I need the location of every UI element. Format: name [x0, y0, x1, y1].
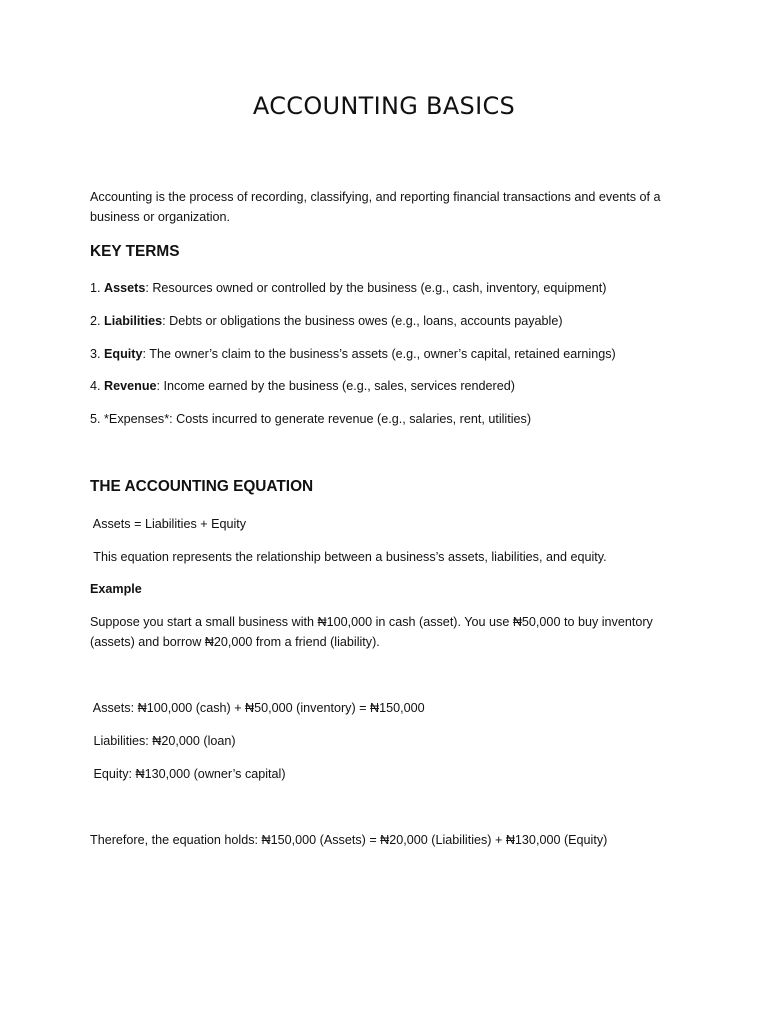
- page-title: ACCOUNTING BASICS: [252, 92, 516, 120]
- key-term-item: [90, 278, 690, 298]
- example-heading: Example: [90, 582, 142, 596]
- key-term-item: [90, 311, 690, 331]
- example-paragraph: Suppose you start a small business with ₦100,000 in cash (asset). You use ₦50,000 to buy inventory (assets) and borrow ₦20,000 from a friend (liability).: [90, 615, 653, 649]
- key-term-item: [90, 344, 690, 364]
- conclusion-paragraph: Therefore, the equation holds: ₦150,000 (Assets) = ₦20,000 (Liabilities) + ₦130,000 (Equity): [90, 833, 608, 847]
- key-terms-heading: KEY TERMS: [90, 243, 180, 260]
- term-definition: : Debts or obligations the business owes (e.g., loans, accounts payable): [162, 314, 563, 328]
- equation-description: This equation represents the relationship between a business’s assets, liabilities, and equity.: [90, 550, 607, 564]
- key-term-item: [90, 376, 690, 396]
- term-definition: : Income earned by the business (e.g., sales, services rendered): [156, 379, 515, 393]
- key-term-item: [90, 409, 690, 429]
- term-name: Revenue: [104, 379, 157, 393]
- item-number: 5.: [90, 412, 105, 426]
- item-number: 1.: [90, 281, 105, 295]
- item-number: 4.: [90, 379, 105, 393]
- term-name: Equity: [104, 347, 143, 361]
- equation-heading: THE ACCOUNTING EQUATION: [90, 478, 314, 495]
- equation-formula: Assets = Liabilities + Equity: [90, 517, 247, 531]
- item-number: 3.: [90, 347, 105, 361]
- liabilities-line: Liabilities: ₦20,000 (loan): [90, 734, 236, 748]
- term-definition: *Expenses*: Costs incurred to generate revenue (e.g., salaries, rent, utilities): [104, 412, 532, 426]
- item-number: 2.: [90, 314, 105, 328]
- intro-paragraph: Accounting is the process of recording, classifying, and reporting financial transactions and events of a business or organization.: [90, 190, 661, 224]
- term-name: Liabilities: [104, 314, 163, 328]
- term-name: Assets: [104, 281, 146, 295]
- equity-line: Equity: ₦130,000 (owner’s capital): [90, 767, 286, 781]
- term-definition: : The owner’s claim to the business’s assets (e.g., owner’s capital, retained earnings): [142, 347, 616, 361]
- term-definition: : Resources owned or controlled by the business (e.g., cash, inventory, equipment): [145, 281, 607, 295]
- assets-line: Assets: ₦100,000 (cash) + ₦50,000 (inventory) = ₦150,000: [90, 701, 425, 715]
